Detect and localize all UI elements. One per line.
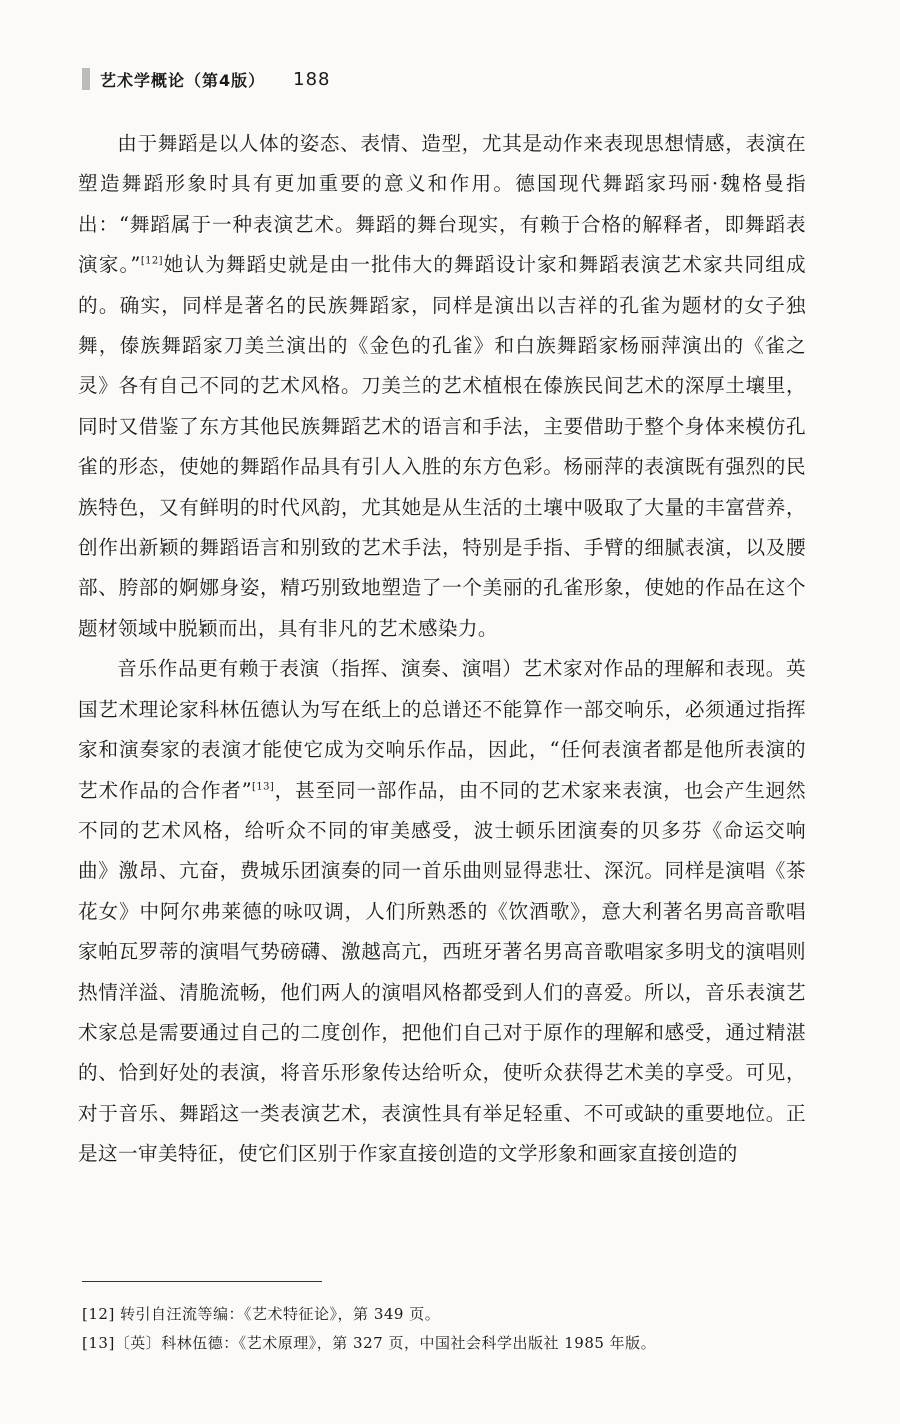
footnote-ref: [13] [252, 780, 275, 792]
paragraph-text: 由于舞蹈是以人体的姿态、表情、造型，尤其是动作来表现思想情感，表演在塑造舞蹈形象时具有更加重要的意义和作用。德国现代舞蹈家玛丽·魏格曼指出：“舞蹈属于一种表演艺术。舞蹈的舞台现实，有赖于合格的解释者，即舞蹈表演家。” [78, 132, 806, 277]
footnote: [12] 转引自汪流等编：《艺术特征论》，第 349 页。 [82, 1305, 441, 1323]
running-header [82, 64, 331, 94]
paragraph-text: 音乐作品更有赖于表演（指挥、演奏、演唱）艺术家对作品的理解和表现。英国艺术理论家科林伍德认为写在纸上的总谱还不能算作一部交响乐，必须通过指挥家和演奏家的表演才能使它成为交响乐作品，因此，“任何表演者都是他所表演的艺术作品的合作者” [78, 657, 806, 802]
body-text [78, 124, 806, 1175]
book-title: 艺术学概论（第4版） [100, 70, 266, 90]
footnote-divider [82, 1281, 322, 1282]
paragraph [78, 124, 806, 649]
footnote-ref: [12] [140, 255, 163, 267]
header-marker [82, 68, 90, 90]
paragraph-text: ，甚至同一部作品，由不同的艺术家来表演，也会产生迥然不同的艺术风格，给听众不同的审美感受，波士顿乐团演奏的贝多芬《命运交响曲》激昂、亢奋，费城乐团演奏的同一首乐曲则显得悲壮、深沉。同样是演唱《茶花女》中阿尔弗莱德的咏叹调，人们所熟悉的《饮酒歌》，意大利著名男高音歌唱家帕瓦罗蒂的演唱气势磅礴、激越高亢，西班牙著名男高音歌唱家多明戈的演唱则热情洋溢、清脆流畅，他们两人的演唱风格都受到人们的喜爱。所以，音乐表演艺术家总是需要通过自己的二度创作，把他们自己对于原作的理解和感受，通过精湛的、恰到好处的表演，将音乐形象传达给听众，使听众获得艺术美的享受。可见，对于音乐、舞蹈这一类表演艺术，表演性具有举足轻重、不可或缺的重要地位。正是这一审美特征，使它们区别于作家直接创造的文学形象和画家直接创造的 [78, 778, 806, 1166]
paragraph-text: 她认为舞蹈史就是由一批伟大的舞蹈设计家和舞蹈表演艺术家共同组成的。确实，同样是著名的民族舞蹈家，同样是演出以吉祥的孔雀为题材的女子独舞，傣族舞蹈家刀美兰演出的《金色的孔雀》和白族舞蹈家杨丽萍演出的《雀之灵》各有自己不同的艺术风格。刀美兰的艺术植根在傣族民间艺术的深厚土壤里，同时又借鉴了东方其他民族舞蹈艺术的语言和手法，主要借助于整个身体来模仿孔雀的形态，使她的舞蹈作品具有引人入胜的东方色彩。杨丽萍的表演既有强烈的民族特色，又有鲜明的时代风韵，尤其她是从生活的土壤中吸取了大量的丰富营养，创作出新颖的舞蹈语言和别致的艺术手法，特别是手指、手臂的细腻表演，以及腰部、胯部的婀娜身姿，精巧别致地塑造了一个美丽的孔雀形象，使她的作品在这个题材领域中脱颖而出，具有非凡的艺术感染力。 [78, 253, 806, 640]
footnotes [82, 1300, 802, 1358]
paragraph [78, 649, 806, 1174]
footnote: [13]〔英〕科林伍德：《艺术原理》，第 327 页，中国社会科学出版社 1985 年版。 [82, 1334, 657, 1352]
page-number: 188 [293, 68, 331, 90]
